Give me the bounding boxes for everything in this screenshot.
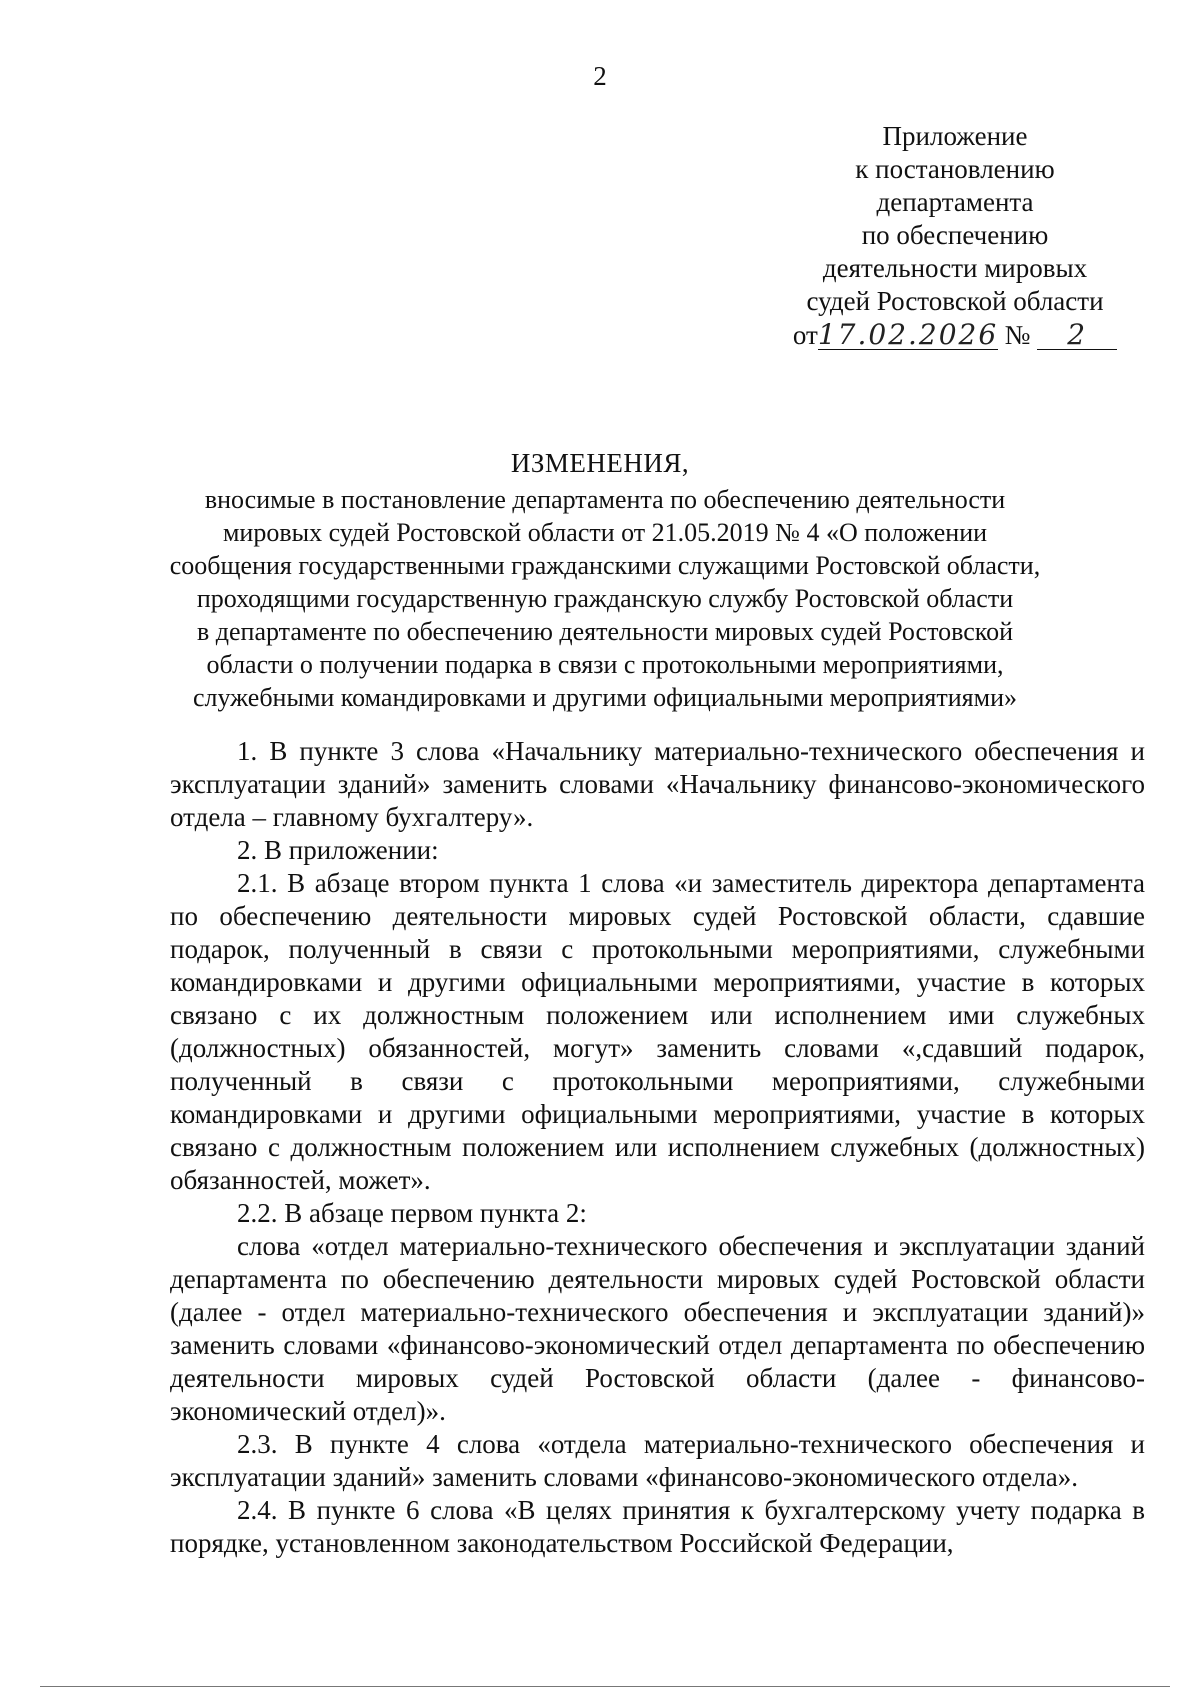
appendix-line: деятельности мировых — [822, 253, 1088, 283]
handwritten-date: 17.02.2026 — [817, 318, 999, 351]
paragraph-2-2-text: слова «отдел материально-технического обеспечения и эксплуатации зданий департамента по обеспечению деятельности мировых судей Ростовской области (далее - отдел материально-технического обеспечения и эксплуатации зданий)» заменить словами «финансово-экономический отдел департамента по обеспечению деятельности мировых судей Ростовской области (далее - финансово-экономический отдел)». — [170, 1231, 1145, 1426]
page-number: 2 — [593, 61, 607, 91]
document-subtitle — [165, 483, 1045, 714]
paragraph-2-1: 2.1. В абзаце втором пункта 1 слова «и заместитель директора департамента по обеспечению деятельности мировых судей Ростовской области, сдавшие подарок, полученный в связи с протокольными мероприятиями, служебными командировками и другими официальными мероприятиями, участие в которых связано с их должностным положением или исполнением ими служебных (должностных) обязанностей, могут» заменить словами «,сдавший подарок, полученный в связи с протокольными мероприятиями, служебными командировками и другими официальными мероприятиями, участие в которых связано с должностным положением или исполнением служебных (должностных) обязанностей, может». — [170, 868, 1145, 1195]
subtitle-line: проходящими государственную гражданскую службу Ростовской области — [196, 584, 1014, 613]
appendix-line: по обеспечению — [861, 220, 1049, 250]
date-number-line — [780, 319, 1130, 352]
paragraph-1: 1. В пункте 3 слова «Начальнику материально-технического обеспечения и эксплуатации зданий» заменить словами «Начальнику финансово-экономического отдела – главному бухгалтеру». — [170, 736, 1145, 832]
document-body — [170, 735, 1145, 1560]
subtitle-line: сообщения государственными гражданскими служащими Ростовской области, — [169, 551, 1041, 580]
paragraph-2: 2. В приложении: — [237, 835, 439, 865]
date-prefix: от — [792, 320, 818, 350]
appendix-line: департамента — [876, 187, 1034, 217]
paragraph-2-2: 2.2. В абзаце первом пункта 2: — [237, 1198, 587, 1228]
subtitle-line: служебными командировками и другими официальными мероприятиями» — [193, 683, 1017, 712]
appendix-line: к постановлению — [855, 154, 1055, 184]
subtitle-line: области о получении подарка в связи с протокольными мероприятиями, — [206, 650, 1004, 679]
appendix-block — [780, 120, 1130, 352]
subtitle-line: мировых судей Ростовской области от 21.05.2019 № 4 «О положении — [222, 518, 988, 547]
handwritten-number: 2 — [1037, 321, 1117, 350]
appendix-line: Приложение — [882, 121, 1028, 151]
paragraph-2-3: 2.3. В пункте 4 слова «отдела материально-технического обеспечения и эксплуатации зданий» заменить словами «финансово-экономического отдела». — [170, 1429, 1145, 1492]
subtitle-line: в департаменте по обеспечению деятельности мировых судей Ростовской — [197, 617, 1013, 646]
number-prefix: № — [1004, 320, 1031, 350]
appendix-line: судей Ростовской области — [806, 286, 1104, 316]
document-title: ИЗМЕНЕНИЯ, — [510, 448, 690, 478]
subtitle-line: вносимые в постановление департамента по обеспечению деятельности — [204, 485, 1006, 514]
footer-rule — [40, 1686, 1170, 1687]
paragraph-2-4: 2.4. В пункте 6 слова «В целях принятия к бухгалтерскому учету подарка в порядке, установленном законодательством Российской Федерации, — [170, 1495, 1145, 1558]
